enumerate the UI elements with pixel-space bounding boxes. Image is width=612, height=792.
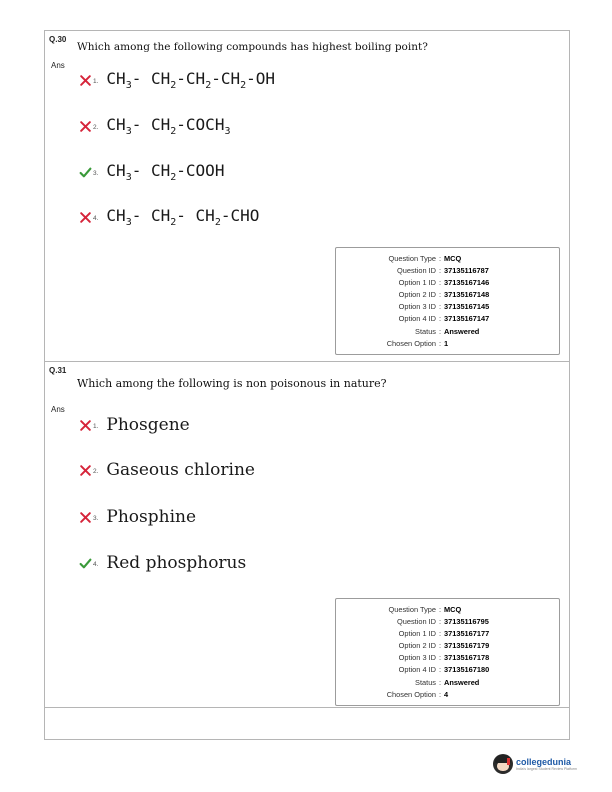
meta-label: Question Type	[388, 254, 436, 263]
meta-value: 37135167178	[444, 653, 490, 663]
meta-row: Option 4 ID : 37135167180	[336, 664, 555, 676]
graduate-mascot-icon	[493, 754, 513, 774]
meta-value: 37135116795	[444, 617, 489, 627]
meta-value: 1	[444, 338, 449, 348]
option-number: 2.	[93, 467, 99, 475]
option-text: Phosgene	[106, 415, 190, 435]
option-text: Gaseous chlorine	[106, 460, 255, 480]
meta-label: Question ID	[396, 266, 436, 276]
meta-value: 37135167179	[444, 641, 490, 651]
meta-row: Question ID : 37135116795	[336, 616, 555, 628]
answer-label: Ans	[51, 61, 65, 70]
meta-row: Question Type : MCQ	[336, 253, 555, 265]
option-3	[79, 507, 196, 527]
option-2	[79, 115, 230, 137]
option-number: 2.	[93, 123, 99, 131]
meta-value: 37135167148	[444, 290, 490, 300]
meta-value: 4	[444, 689, 449, 699]
meta-value: 37135167145	[444, 302, 490, 312]
cross-icon	[79, 464, 92, 477]
cross-icon	[79, 419, 92, 432]
meta-label: Option 2 ID	[398, 641, 436, 651]
meta-row: Option 2 ID : 37135167148	[336, 289, 555, 301]
meta-row: Chosen Option : 4	[336, 689, 555, 701]
brand-logo	[493, 754, 577, 774]
option-text: Red phosphorus	[106, 553, 247, 573]
question-text: Which among the following is non poisonous in nature?	[77, 377, 387, 390]
checkmark-icon	[79, 166, 92, 179]
cross-icon	[79, 74, 92, 87]
answer-label: Ans	[51, 405, 65, 414]
checkmark-icon	[79, 557, 92, 570]
brand-name: collegedunia	[516, 757, 572, 767]
cross-icon	[79, 120, 92, 133]
meta-label: Option 2 ID	[398, 290, 436, 300]
meta-label: Question Type	[388, 605, 436, 614]
meta-label: Chosen Option	[386, 689, 436, 699]
option-number: 4.	[93, 560, 99, 568]
option-number: 1.	[93, 422, 99, 430]
meta-value: 37135167147	[444, 314, 490, 324]
meta-row: Option 4 ID : 37135167147	[336, 313, 555, 325]
option-formula: $CH_3-$ $CH_2-COCH_3$	[106, 115, 231, 138]
option-number: 3.	[93, 514, 99, 522]
meta-value: 37135167146	[444, 278, 490, 288]
meta-label: Status	[415, 326, 436, 336]
meta-value: Answered	[444, 326, 480, 336]
meta-label: Option 4 ID	[398, 314, 436, 324]
meta-row: Option 2 ID : 37135167179	[336, 640, 555, 652]
meta-value: 37135116787	[444, 266, 489, 276]
brand-tagline: India's largest Student Review Platform	[516, 767, 577, 771]
meta-label: Option 3 ID	[398, 302, 436, 312]
option-4	[79, 206, 259, 228]
meta-label: Option 3 ID	[398, 653, 436, 663]
meta-value: MCQ	[444, 254, 462, 263]
question-meta-box	[335, 598, 560, 706]
option-number: 3.	[93, 169, 99, 177]
option-2	[79, 460, 255, 480]
meta-label: Option 1 ID	[398, 629, 436, 639]
meta-row: Status : Answered	[336, 677, 555, 689]
question-meta-box	[335, 247, 560, 355]
meta-row: Question Type : MCQ	[336, 604, 555, 616]
meta-row: Option 3 ID : 37135167145	[336, 301, 555, 313]
question-block	[45, 31, 569, 359]
option-3	[79, 161, 224, 183]
option-4	[79, 553, 246, 573]
meta-row: Option 1 ID : 37135167177	[336, 628, 555, 640]
meta-label: Chosen Option	[386, 338, 436, 348]
cross-icon	[79, 511, 92, 524]
option-formula: $CH_3-$ $CH_2-$ $CH_2$-CHO	[106, 206, 260, 229]
meta-row: Status : Answered	[336, 326, 555, 338]
question-text: Which among the following compounds has highest boiling point?	[77, 41, 428, 53]
meta-label: Status	[415, 677, 436, 687]
meta-row: Option 3 ID : 37135167178	[336, 652, 555, 664]
question-number: Q.31	[49, 366, 67, 375]
option-number: 1.	[93, 77, 99, 85]
cross-icon	[79, 211, 92, 224]
question-block	[45, 361, 569, 708]
meta-value: MCQ	[444, 605, 462, 614]
question-number: Q.30	[49, 35, 67, 44]
meta-value: Answered	[444, 677, 480, 687]
meta-label: Question ID	[396, 617, 436, 627]
option-number: 4.	[93, 214, 99, 222]
option-formula: $CH_3-$ $CH_2-CH_2-CH_2-OH$	[106, 69, 276, 92]
meta-row: Chosen Option : 1	[336, 338, 555, 350]
meta-label: Option 1 ID	[398, 278, 436, 288]
meta-value: 37135167180	[444, 665, 490, 675]
meta-value: 37135167177	[444, 629, 490, 639]
option-1	[79, 69, 275, 91]
option-formula: $CH_3-$ $CH_2$-COOH	[106, 161, 225, 184]
option-1	[79, 415, 190, 435]
meta-row: Question ID : 37135116787	[336, 265, 555, 277]
option-text: Phosphine	[106, 507, 197, 527]
meta-row: Option 1 ID : 37135167146	[336, 277, 555, 289]
meta-label: Option 4 ID	[398, 665, 436, 675]
